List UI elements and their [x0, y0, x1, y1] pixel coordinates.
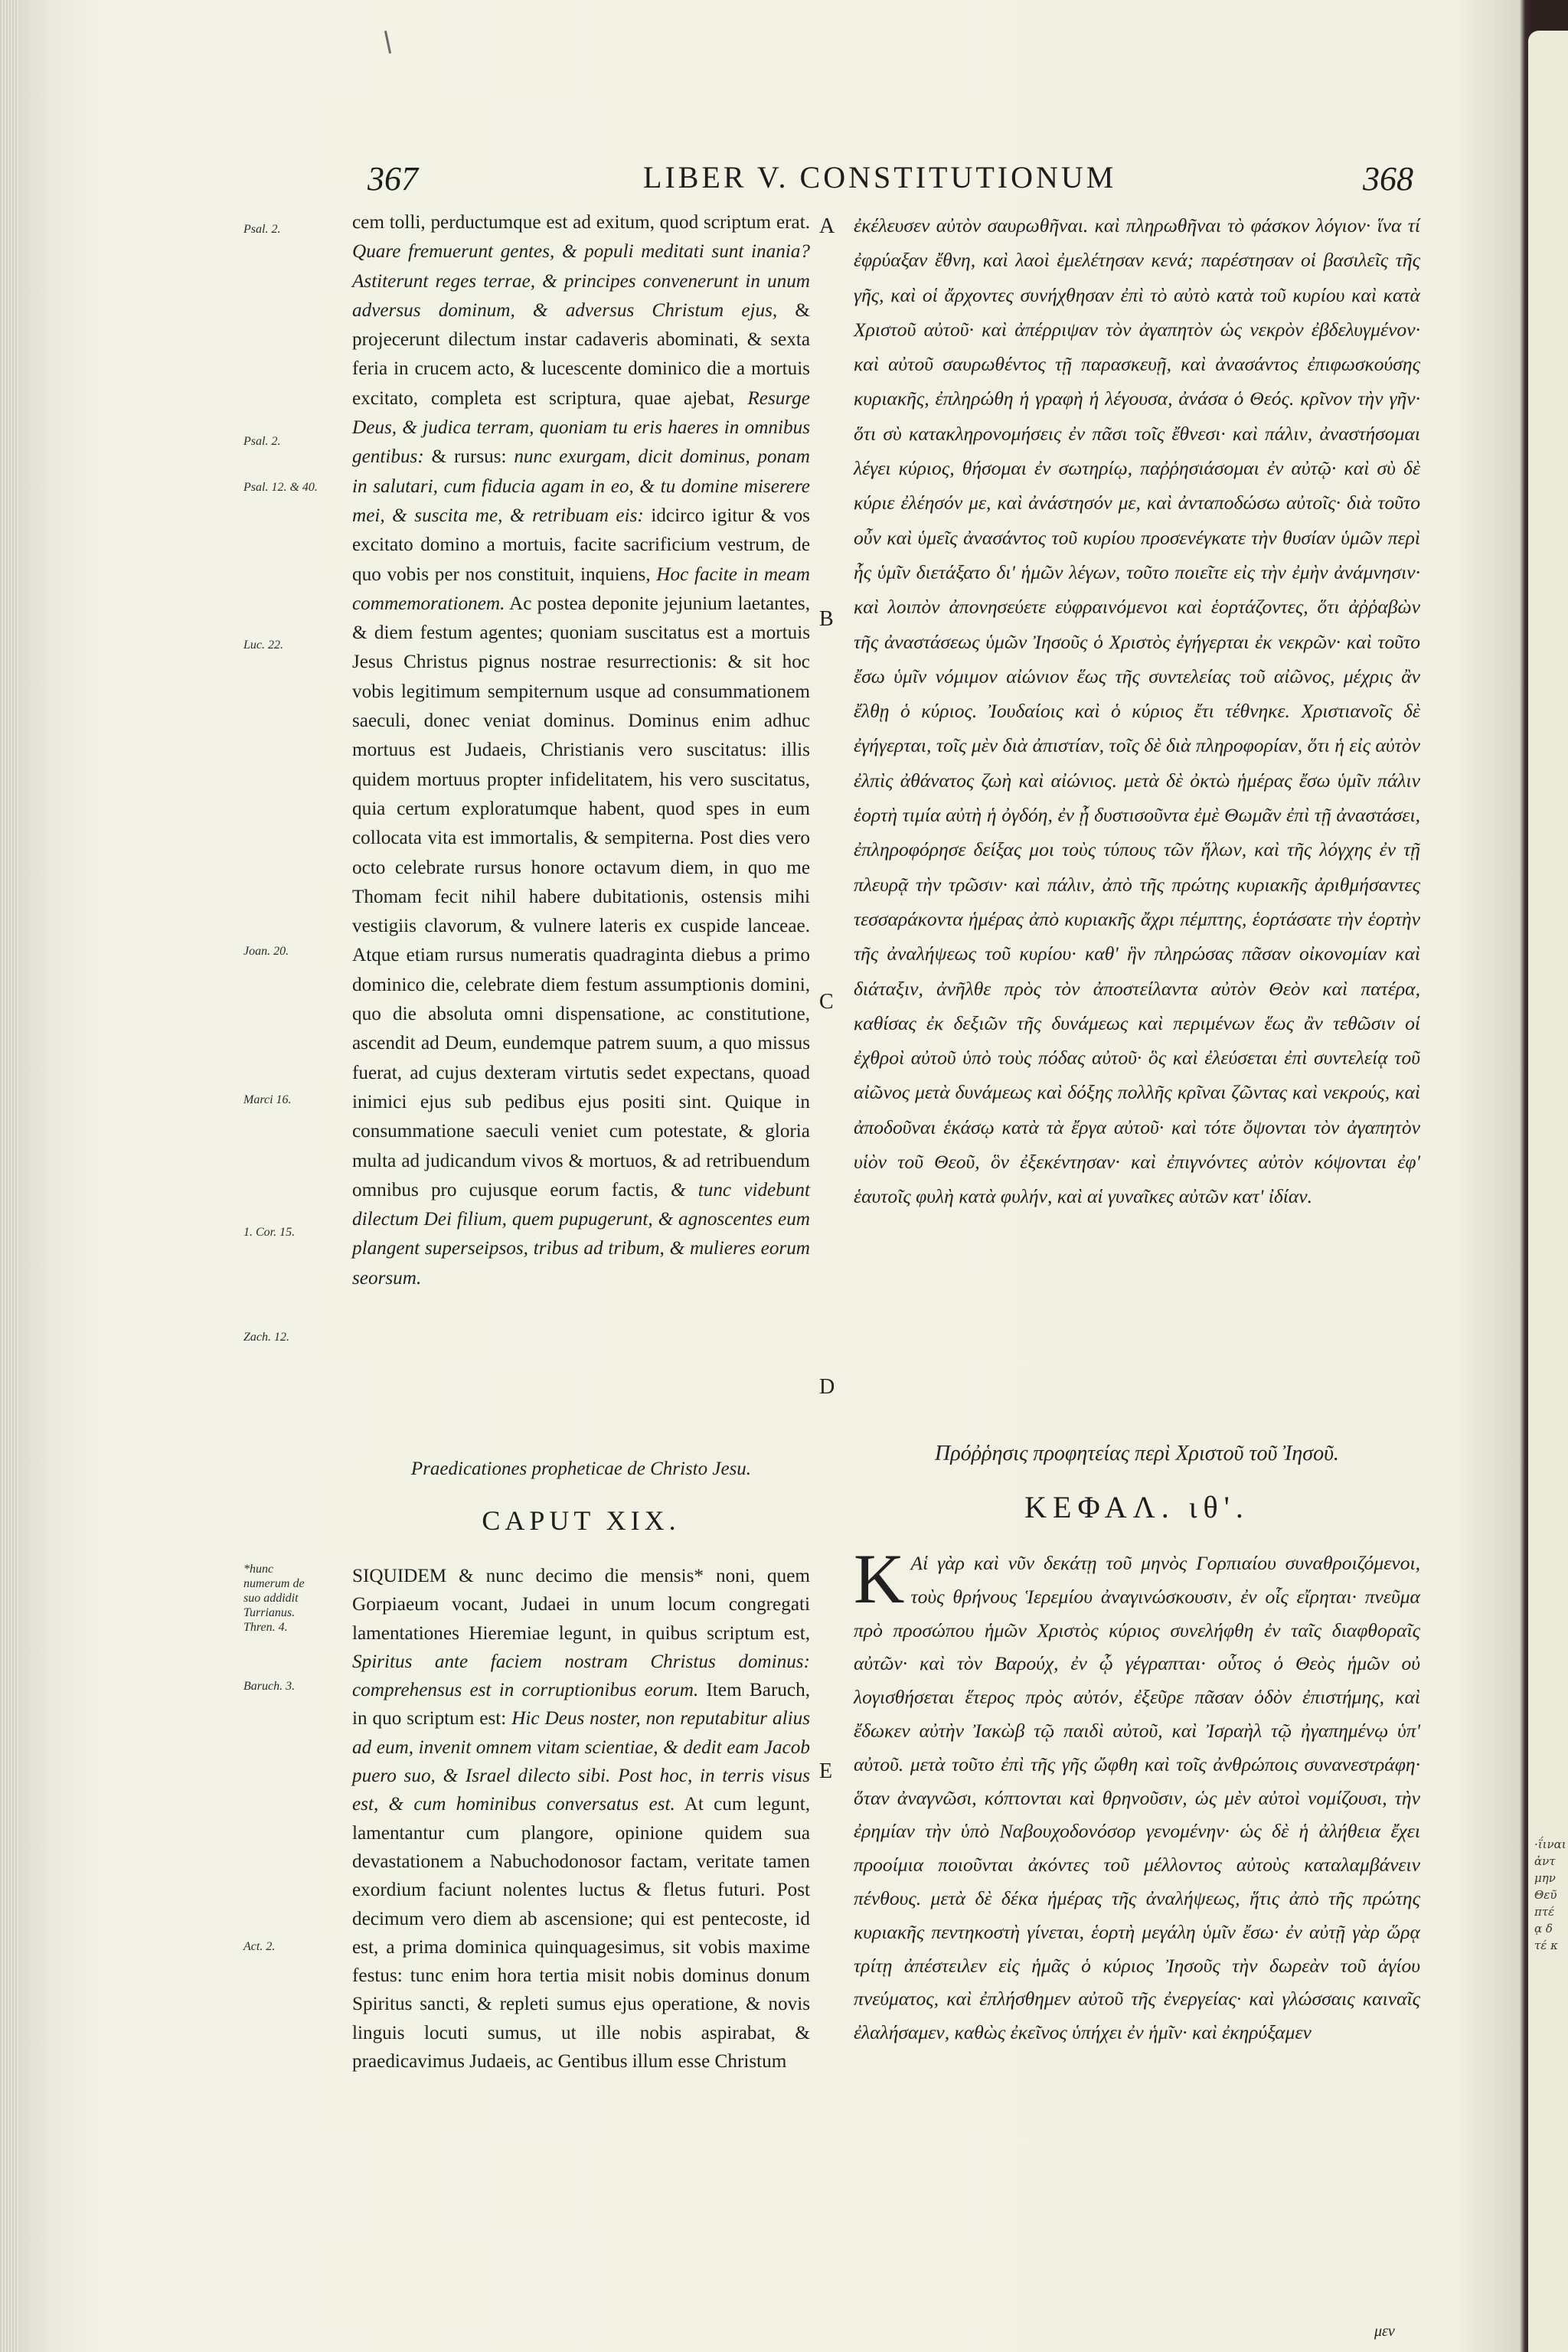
- text-run: Hoc facite in meam commemorationem.: [352, 564, 810, 614]
- latin-chapter-text: [352, 1562, 810, 2076]
- adjacent-page-fragment: τέ κ: [1534, 1939, 1558, 1952]
- text-run: At cum legunt, lamentantur cum plangore, opinione quidem sua devastationem a Nabuchodonosor factam, veritate tamen exordium faciunt nolentes luctus & fletus futuri. Post decimum vero diem ab ascensione; qui est pentecoste, id est, a prima dominica quinquagesimus, sit vobis maxime festus: tunc enim hora tertia misit nobis dominus donum Spiritus sancti, & repleti sumus ejus operatione, & novis linguis locuti sumus, ut ille nobis aspirabat, & praedicavimus Judaeis, ac Gentibus illum esse Christum: [352, 1794, 810, 2073]
- section-letter: B: [819, 607, 834, 631]
- page-stack-edge: [0, 0, 18, 2352]
- adjacent-page-fragment: μην: [1534, 1871, 1556, 1885]
- catchword: μεν: [1374, 2323, 1395, 2340]
- greek-column-text: [854, 208, 1420, 1214]
- text-run: Hic Deus noster, non reputabitur alius ad eum, invenit omnem vitam scientiae, & dedit eam Jacob puero suo, & Israel dilecto sibi. Post hoc, in terris visus est, & cum hominibus conversatus est.: [352, 1708, 811, 1815]
- latin-paragraph: [352, 1562, 810, 2076]
- section-letter: E: [819, 1759, 833, 1783]
- pencil-mark: [384, 31, 391, 54]
- greek-chapter-title: ΚΕΦΑΛ. ιθ'.: [1024, 1490, 1250, 1524]
- latin-paragraph: [352, 208, 810, 1293]
- text-run: cem tolli, perductumque est ad exitum, quod scriptum erat.: [352, 212, 810, 233]
- margin-note: Marci 16.: [243, 1093, 292, 1106]
- drop-capital: K: [854, 1540, 905, 1618]
- text-run: Spiritus ante faciem nostram Christus dominus: comprehensus est in corruptionibus eorum.: [352, 1651, 810, 1701]
- text-run: & projecerunt dilectum instar cadaveris abominati, & sexta feria in crucem acto, & lucescente dominico die a mortuis excitato, completa est scriptura, quae ajebat,: [352, 299, 810, 409]
- greek-paragraph: ἐκέλευσεν αὐτὸν σαυρωθῆναι. καὶ πληρωθῆναι τὸ φάσκον λόγιον· ἵνα τί ἐφρύαξαν ἔθνη, καὶ λαοὶ ἐμελέτησαν κενά; παρέστησαν οἱ βασιλεῖς τῆς γῆς, καὶ οἱ ἄρχοντες συνήχθησαν ἐπὶ τὸ αὐτὸ κατὰ τοῦ κυρίου καὶ κατὰ Χριστοῦ αὐτοῦ· καὶ ἀπέρριψαν τὸν ἀγαπητὸν ὡς νεκρὸν ἐβδελυγμένον· καὶ αὐτοῦ σαυρωθέντος τῇ παρασκευῇ, καὶ ἀνασάντος ἐπιφωσκούσης κυριακῆς, ἐπληρώθη ἡ γραφὴ ἡ λέγουσα, ἀνάσα ὁ Θεός. κρῖνον τὴν γῆν· ὅτι σὺ κατακληρονομήσεις ἐν πᾶσι τοῖς ἔθνεσι· καὶ πάλιν, ἀναστήσομαι λέγει κύριος, θήσομαι ἐν σωτηρίῳ, παῤῥησιάσομαι ἐν αὐτῷ· καὶ σὺ δὲ κύριε ἐλέησόν με, καὶ ἀνάστησόν με, καὶ ἀνταποδώσω αὐτοῖς· διὰ τοῦτο οὖν καὶ ὑμεῖς ἀνασάντος τοῦ κυρίου προσενέγκατε τὴν θυσίαν ὑμῶν περὶ ἧς ὑμῖν διετάξατο δι' ἡμῶν λέγων, τοῦτο ποιεῖτε εἰς τὴν ἐμὴν ἀνάμνησιν· καὶ λοιπὸν ἀπονησεύετε εὐφραινόμενοι καὶ ἑορτάζοντες, ὅτι ἀῤῥαβὼν τῆς ἀναστάσεως ὑμῶν Ἰησοῦς ὁ Χριστὸς ἐγήγερται ἐκ νεκρῶν· καὶ τοῦτο ἔσω ὑμῖν νόμιμον αἰώνιον ἕως τῆς συντελείας τοῦ αἰῶνος, μέχρις ἂν ἔλθῃ ὁ κύριος. Ἰουδαίοις καὶ ὁ κύριος ἔτι τέθνηκε. Χριστιανοῖς δὲ ἐγήγερται, τοῖς μὲν διὰ ἀπιστίαν, τοῖς δὲ διὰ πληροφορίαν, ὅτι ἡ εἰς αὐτὸν ἐλπὶς ἀθάνατος ζωὴ καὶ αἰώνιος. μετὰ δὲ ὀκτὼ ἡμέρας ἔσω ὑμῖν πάλιν ἑορτὴ τιμία αὐτὴ ἡ ὀγδόη, ἐν ᾗ δυστισοῦντα ἐμὲ Θωμᾶν ἐπὶ τῇ ἀναστάσει, ἐπληροφόρησε δείξας μοι τοὺς τύπους τῶν ἥλων, καὶ τῆς λόγχης ἐν τῇ πλευρᾷ τὴν τρῶσιν· καὶ πάλιν, ἀπὸ τῆς πρώτης κυριακῆς ἀριθμήσαντες τεσσαράκοντα ἡμέρας ἀπὸ κυριακῆς ἄχρι πέμπτης, ἑορτάσατε τὴν ἑορτὴν τῆς ἀναλήψεως τοῦ κυρίου· καθ' ἣν πληρώσας πᾶσαν οἰκονομίαν καὶ διάταξιν, ἀνῆλθε πρὸς τὸν ἀποστείλαντα αὐτὸν Θεὸν καὶ πατέρα, καθίσας ἐκ δεξιῶν τῆς δυνάμεως καὶ περιμένων ἕως ἂν τεθῶσιν οἱ ἐχθροὶ αὐτοῦ ὑπὸ τοὺς πόδας αὐτοῦ· ὃς καὶ ἐλεύσεται ἐπὶ συντελείᾳ τοῦ αἰῶνος μετὰ δυνάμεως καὶ δόξης πολλῆς κρῖναι ζῶντας καὶ νεκρούς, καὶ ἀποδοῦναι ἑκάσῳ κατὰ τὰ ἔργα αὐτοῦ· καὶ τότε ὄψονται τὸν ἀγαπητὸν υἱὸν τοῦ Θεοῦ, ὃν ἐξεκέντησαν· καὶ ἐπιγνόντες αὐτὸν κόψονται ἐφ' ἑαυτοῖς φυλὴ κατὰ φυλήν, καὶ αἱ γυναῖκες αὐτῶν κατ' ἰδίαν.: [854, 214, 1420, 1208]
- margin-note: Act. 2.: [243, 1940, 276, 1953]
- margin-note: Psal. 2.: [243, 435, 281, 448]
- text-run: & tunc videbunt dilectum Dei filium, quem pupugerunt, & agnoscentes eum plangent superseipsos, tribus ad tribum, & mulieres eorum seorsum.: [352, 1179, 810, 1289]
- text-run: Quare fremuerunt gentes, & populi meditati sunt inania? Astiterunt reges terrae, & principes convenerunt in unum adversus dominum, & adversus Christum ejus,: [352, 241, 810, 321]
- adjacent-page-fragment: ·ΐιναι: [1534, 1838, 1566, 1851]
- page-number-left: 367: [368, 160, 418, 198]
- margin-note: *hunc numerum de suo addidit Turrianus. Thren. 4.: [243, 1563, 305, 1634]
- section-letter: C: [819, 990, 834, 1014]
- text-run: Ac postea deponite jejunium laetantes, & diem festum agentes; quoniam suscitatus est a mortuis Jesus Christus pignus nostrae resurrectionis: & sit hoc vobis legitimum sempiternum usque ad consummationem saeculi, donec veniat dominus. Dominus enim adhuc mortuus est Judaeis, Christianis vero suscitatus: illis quidem mortuus propter infidelitatem, his vero suscitatus, quia certum exploratumque habent, quod spes in eum collocata vita est immortalis, & sempiterna. Post dies vero octo celebrate rursus honore octavum diem, in quo me Thomam fecit nihil habere dubitationis, ostensis mihi vestigiis clavorum, & vulnere lateris ex cuspide lanceae. Atque etiam rursus numeratis quadraginta diebus a primo dominico die, celebrate diem festum assumptionis domini, quo die absoluta omni dispensatione, ac constitutione, ascendit ad Deum, eundemque patrem suum, a quo missus fuerat, ad cujus dexteram virtutis sedet expectans, quoad inimici ejus sub pedibus ejus positi sint. Quique in consummatione saeculi veniet cum potestate, & gloria multa ad judicandum vivos & mortuos, & ad retribuendum omnibus pro cujusque eorum factis,: [352, 593, 810, 1200]
- section-letter: D: [819, 1375, 835, 1399]
- latin-chapter-title: CAPUT XIX.: [482, 1505, 681, 1536]
- text-run: Resurge Deus, & judica terram, quoniam tu eris haeres in omnibus gentibus:: [352, 387, 810, 468]
- page-number-right: 368: [1363, 160, 1413, 198]
- greek-chapter-summary: Πρόῤῥησις προφητείας περὶ Χριστοῦ τοῦ Ἰησοῦ.: [935, 1442, 1339, 1465]
- margin-note: Psal. 2.: [243, 223, 281, 236]
- latin-column-text: [352, 208, 810, 1293]
- margin-note: Joan. 20.: [243, 945, 289, 958]
- margin-note: Baruch. 3.: [243, 1680, 296, 1693]
- adjacent-page-edge: [1528, 31, 1568, 2352]
- margin-note: 1. Cor. 15.: [243, 1226, 296, 1239]
- adjacent-page-fragment: ἀντ: [1534, 1854, 1556, 1868]
- greek-paragraph: Αἱ γὰρ καὶ νῦν δεκάτῃ τοῦ μηνὸς Γορπιαίου συναθροιζόμενοι, τοὺς θρήνους Ἱερεμίου ἀναγινώσκουσιν, ἐν οἷς εἴρηται· πνεῦμα πρὸ προσώπου ἡμῶν Χριστὸς κύριος συνελήφθη ἐν ταῖς διαφθοραῖς αὐτῶν· καὶ τὸν Βαρούχ, ἐν ᾧ γέγραπται· οὗτος ὁ Θεὸς ἡμῶν οὐ λογισθήσεται ἕτερος πρὸς αὐτόν, ἐξεῦρε πᾶσαν ὁδὸν ἐπιστήμης, καὶ ἔδωκεν αὐτὴν Ἰακὼβ τῷ παιδὶ αὐτοῦ, καὶ Ἰσραὴλ τῷ ἠγαπημένῳ ὑπ' αὐτοῦ. μετὰ τοῦτο ἐπὶ τῆς γῆς ὤφθη καὶ τοῖς ἀνθρώποις συνανεστράφη· ὅταν ἀναγνῶσι, κόπτονται καὶ θρηνοῦσιν, ὡς μὲν αὐτοὶ νομίζουσι, τὴν ἐρημίαν τὴν ὑπὸ Ναβουχοδονόσορ γενομένην· ὡς δὲ ἡ ἀλήθεια ἔχει προοίμια ποιοῦνται ἀκόντες τοῦ μέλλοντος αὐτοὺς καταλαμβάνειν πένθους. μετὰ δὲ δέκα ἡμέρας τῆς ἀναλήψεως, ἥτις ἀπὸ τῆς πρώτης κυριακῆς πεντηκοστὴ γίνεται, ἑορτὴ μεγάλη ὑμῖν ἔσω· ἐν αὐτῇ γὰρ ὥρᾳ τρίτῃ ἀπέστειλεν εἰς ἡμᾶς ὁ κύριος Ἰησοῦς τὴν δωρεὰν τοῦ ἁγίου πνεύματος, καὶ ἐπλήσθημεν αὐτοῦ τῆς ἐνεργείας· καὶ γλώσσαις καιναῖς ἐλαλήσαμεν, καθὼς ἐκεῖνος ὑπήχει ἐν ἡμῖν· καὶ ἐκηρύξαμεν: [854, 1552, 1420, 2044]
- adjacent-page-fragment: ᾳ δ: [1534, 1922, 1553, 1936]
- running-title: LIBER V. CONSTITUTIONUM: [643, 160, 1117, 194]
- margin-note: Luc. 22.: [243, 639, 283, 652]
- text-run: idcirco igitur & vos excitato domino a mortuis, facite sacrificium vestrum, de quo vobis per nos constituit, inquiens,: [352, 505, 810, 585]
- text-run: Item Baruch, in quo scriptum est:: [352, 1680, 810, 1730]
- greek-chapter-text: [854, 1540, 1420, 2050]
- adjacent-page-fragment: πτέ: [1534, 1905, 1555, 1919]
- section-letter: A: [819, 214, 835, 238]
- text-run: nunc exurgam, dicit dominus, ponam in salutari, cum fiducia agam in eo, & tu domine miserere mei, & suscita me, & retribuam eis:: [352, 446, 810, 526]
- adjacent-page-fragment: Θεῦ: [1534, 1888, 1557, 1902]
- text-run: & rursus:: [423, 446, 514, 468]
- margin-note: Zach. 12.: [243, 1331, 289, 1344]
- latin-chapter-summary: Praedicationes propheticae de Christo Jesu.: [410, 1459, 752, 1479]
- margin-note: Psal. 12. & 40.: [243, 481, 318, 494]
- text-run: SIQUIDEM & nunc decimo die mensis* noni, quem Gorpiaeum vocant, Judaei in unum locum congregati lamentationes Hieremiae legunt, in quibus scriptum est,: [352, 1566, 810, 1644]
